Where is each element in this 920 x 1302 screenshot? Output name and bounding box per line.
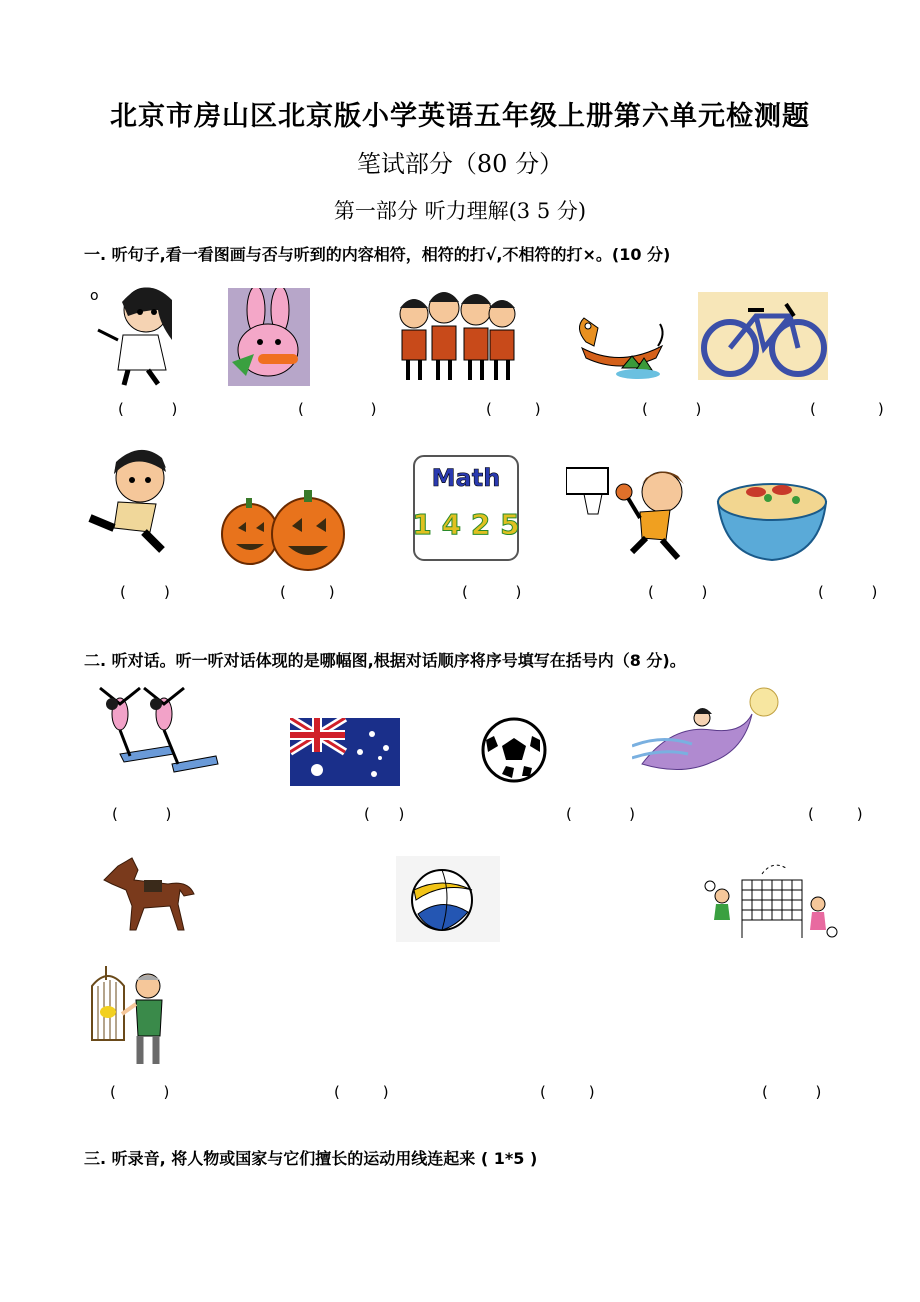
answer-parens[interactable]: ( ) [762, 1083, 822, 1101]
moon-fairy-picture [632, 684, 782, 780]
page-title: 北京市房山区北京版小学英语五年级上册第六单元检测题 [110, 101, 810, 132]
answer-parens[interactable]: ( ) [112, 805, 172, 823]
section3-instruction: 三. 听录音, 将人物或国家与它们擅长的运动用线连起来 ( 1*5 ) [84, 1149, 538, 1168]
answer-parens[interactable]: ( ) [118, 400, 178, 418]
bicycle-picture [698, 292, 828, 380]
math-label: Math [431, 464, 501, 492]
girl-karate-picture [88, 280, 188, 390]
answer-parens[interactable]: ( ) [808, 805, 863, 823]
part-heading: 第一部分 听力理解(3 5 分) [333, 199, 587, 223]
dragon-boat-picture [572, 298, 668, 380]
section2-instruction: 二. 听对话。听一听对话体现的是哪幅图,根据对话顺序将序号填写在括号内（8 分)。 [84, 651, 686, 670]
badminton-picture [702, 856, 840, 944]
answer-parens[interactable]: ( ) [648, 583, 708, 601]
boy-basketball-picture [566, 462, 694, 560]
math-book-picture [412, 454, 520, 562]
boys-eating-picture [390, 284, 520, 384]
soccer-ball-picture [480, 716, 548, 784]
answer-parens[interactable]: ( ) [642, 400, 702, 418]
answer-parens[interactable]: ( ) [120, 583, 170, 601]
answer-parens[interactable]: ( ) [566, 805, 635, 823]
section1-instruction: 一. 听句子,看一看图画与否与听到的内容相符，相符的打√,不相符的打×。(10 分) [84, 245, 671, 264]
answer-parens[interactable]: ( ) [462, 583, 522, 601]
answer-parens[interactable]: ( ) [810, 400, 884, 418]
volleyball-picture [396, 856, 500, 942]
answer-parens[interactable]: ( ) [110, 1083, 170, 1101]
man-birdcage-picture [82, 956, 174, 1070]
rabbit-carrot-picture [228, 288, 310, 386]
boy-kungfu-picture [84, 444, 180, 556]
answer-parens[interactable]: ( ) [540, 1083, 595, 1101]
noodles-picture [716, 470, 828, 562]
pumpkins-picture [220, 484, 346, 572]
stray-mark: o [90, 288, 99, 304]
answer-parens[interactable]: ( ) [334, 1083, 389, 1101]
page-subtitle: 笔试部分（80 分） [356, 150, 564, 178]
math-digits: 1 4 2 5 [412, 508, 520, 541]
answer-parens[interactable]: ( ) [486, 400, 541, 418]
answer-parens[interactable]: ( ) [818, 583, 878, 601]
answer-parens[interactable]: ( ) [298, 400, 377, 418]
australia-flag-picture [290, 718, 400, 786]
horse-picture [98, 850, 202, 934]
answer-parens[interactable]: ( ) [364, 805, 405, 823]
gymnastics-picture [90, 684, 220, 780]
answer-parens[interactable]: ( ) [280, 583, 335, 601]
